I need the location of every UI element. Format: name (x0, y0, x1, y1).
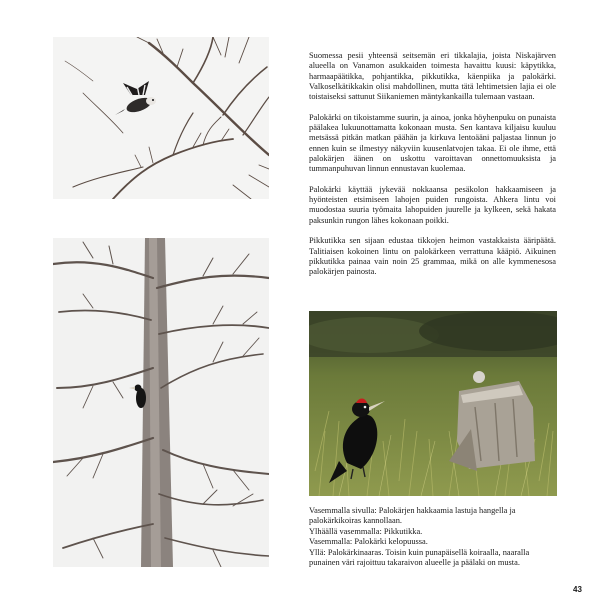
article-paragraph-1: Suomessa pesii yhteensä seitsemän eri tikkalajia, joista Niskajärven alueella on Vanamon asukkaiden toimesta havaittu kuusi: käpytikka, harmaapäätikka, pohjantikka, pikkutikka, käenpiika ja palokärki. Valkoselkätikkakin olisi mahdollinen, mutta tätä lehtimetsien lajia ei ole toistaiseksi sattunut Siikaniemen mäntykankailla tulemaan vastaan. (309, 51, 556, 102)
caption-line: palokärkikoiras kannollaan. (309, 516, 403, 526)
photo-pikkutikka-flying (53, 37, 269, 199)
caption-line: Ylhäällä vasemmalla: Pikkutikka. (309, 526, 423, 536)
article-paragraph-2: Palokärki on tikoistamme suurin, ja ainoa, jonka höyhenpuku on punaista päälakea lukuunottamatta kokonaan musta. Sen kantava kiljaisu kuuluu metsässä pitkän matkan päähän ja kirkuva lentoääni paljastaa linnun jo ennen kuin se ilmestyy näkyviin kuusenlatvojen takaa. Ei ole ihme, että palokärjen äänen on uskottu varoittavan onnettomuuksista ja tummanpuhuvan linnun ennustavan kuolemaa. (309, 112, 556, 174)
caption-line: Vasemmalla sivulla: Palokärjen hakkaamia lastuja hangella ja (309, 506, 516, 515)
dead-tree-photo-illustration (53, 238, 269, 567)
pikkutikka-photo-illustration (53, 37, 269, 199)
photo-palokarki-in-dead-tree (53, 238, 269, 567)
article-body (309, 51, 556, 288)
woodpecker-photo-illustration (309, 311, 557, 496)
article-paragraph-3: Palokärki käyttää jykevää nokkaansa pesäkolon hakkaamiseen ja hyönteisten etsimiseen lahojen puiden rungoista. Ahkera lintu voi muodostaa suuria työmaita lahopuiden juurelle ja kylkeen, sekä hakata paksunkin rungon lähes kokonaan poikki. (309, 184, 556, 225)
article-paragraph-4: Pikkutikka sen sijaan edustaa tikkojen heimon vastakkaista ääripäätä. Talitiaisen kokoinen lintu on palokärkeen verrattuna kääpiö. Aikuinen pikkutikka painaa vain noin 25 grammaa, mikä on alle kymmenesosa palokärjen painosta. (309, 236, 556, 277)
caption-line: punainen väri rajoittuu takaraivon alueelle ja päälaki on musta. (309, 558, 520, 568)
caption-line: Vasemmalla: Palokärki kelopuussa. (309, 537, 428, 547)
page-number: 43 (573, 585, 582, 594)
photo-palokarkinaaras (309, 311, 557, 496)
photo-captions (309, 506, 559, 568)
caption-line: Yllä: Palokärkinaaras. Toisin kuin punapäisellä koiraalla, naaralla (309, 547, 530, 557)
